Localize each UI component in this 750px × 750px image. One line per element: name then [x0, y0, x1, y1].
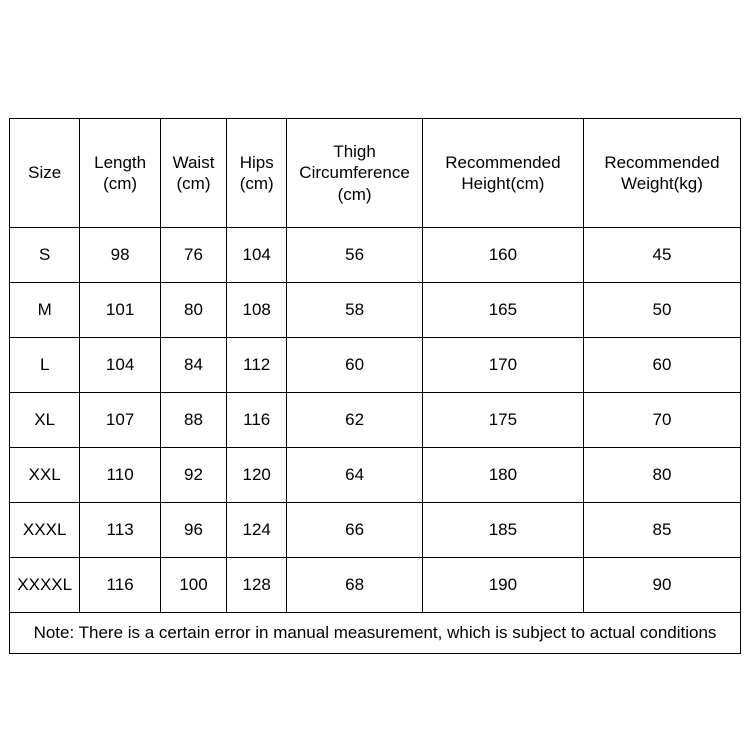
column-header-waist [160, 119, 226, 228]
size-chart-table [9, 118, 741, 654]
header-line: Hips [239, 152, 274, 172]
cell-weight: 60 [583, 338, 740, 393]
cell-size: M [10, 283, 80, 338]
table-body [10, 228, 741, 654]
header-line: Recommended [604, 152, 720, 172]
cell-thigh: 56 [287, 228, 423, 283]
cell-length: 104 [80, 338, 161, 393]
cell-thigh: 60 [287, 338, 423, 393]
header-line: Thigh [333, 142, 376, 162]
cell-size: S [10, 228, 80, 283]
table-row [10, 448, 741, 503]
cell-thigh: 58 [287, 283, 423, 338]
cell-weight: 50 [583, 283, 740, 338]
header-line: Height(cm) [461, 174, 545, 193]
column-header-thigh-circumference [287, 119, 423, 228]
cell-waist: 100 [160, 558, 226, 613]
column-header-hips [227, 119, 287, 228]
cell-height: 165 [422, 283, 583, 338]
table-header [10, 119, 741, 228]
column-header-size [10, 119, 80, 228]
cell-thigh: 66 [287, 503, 423, 558]
table-row [10, 503, 741, 558]
measurement-note: Note: There is a certain error in manual measurement, which is subject to actual conditions [10, 613, 741, 654]
cell-height: 175 [422, 393, 583, 448]
header-line: (cm) [337, 184, 372, 204]
table-row [10, 393, 741, 448]
cell-length: 113 [80, 503, 161, 558]
header-line: (cm) [239, 174, 274, 193]
cell-height: 185 [422, 503, 583, 558]
table-row [10, 283, 741, 338]
table-row [10, 338, 741, 393]
cell-hips: 108 [227, 283, 287, 338]
cell-length: 107 [80, 393, 161, 448]
cell-size: XXXXL [10, 558, 80, 613]
cell-hips: 116 [227, 393, 287, 448]
cell-height: 170 [422, 338, 583, 393]
header-line: Circumference [299, 163, 410, 183]
cell-length: 98 [80, 228, 161, 283]
cell-length: 101 [80, 283, 161, 338]
cell-weight: 80 [583, 448, 740, 503]
header-row [10, 119, 741, 228]
cell-size: XXXL [10, 503, 80, 558]
header-line: (cm) [103, 174, 138, 193]
header-line: Recommended [445, 152, 561, 172]
cell-waist: 88 [160, 393, 226, 448]
column-header-length [80, 119, 161, 228]
cell-thigh: 68 [287, 558, 423, 613]
cell-waist: 96 [160, 503, 226, 558]
note-row [10, 613, 741, 654]
cell-height: 160 [422, 228, 583, 283]
cell-waist: 80 [160, 283, 226, 338]
size-chart-container [9, 118, 741, 654]
header-line: Size [28, 163, 62, 183]
cell-weight: 70 [583, 393, 740, 448]
column-header-recommended-height [422, 119, 583, 228]
column-header-recommended-weight [583, 119, 740, 228]
header-line: Weight(kg) [621, 174, 703, 193]
cell-hips: 104 [227, 228, 287, 283]
cell-height: 180 [422, 448, 583, 503]
table-row [10, 228, 741, 283]
cell-size: XXL [10, 448, 80, 503]
cell-length: 110 [80, 448, 161, 503]
cell-length: 116 [80, 558, 161, 613]
cell-waist: 84 [160, 338, 226, 393]
cell-size: XL [10, 393, 80, 448]
cell-weight: 90 [583, 558, 740, 613]
cell-waist: 92 [160, 448, 226, 503]
cell-size: L [10, 338, 80, 393]
header-line: Length [94, 152, 147, 172]
cell-weight: 45 [583, 228, 740, 283]
cell-hips: 128 [227, 558, 287, 613]
header-line: Waist [172, 152, 215, 172]
table-row [10, 558, 741, 613]
cell-thigh: 64 [287, 448, 423, 503]
cell-hips: 120 [227, 448, 287, 503]
cell-thigh: 62 [287, 393, 423, 448]
cell-hips: 124 [227, 503, 287, 558]
cell-height: 190 [422, 558, 583, 613]
cell-weight: 85 [583, 503, 740, 558]
header-line: (cm) [176, 174, 211, 193]
cell-waist: 76 [160, 228, 226, 283]
cell-hips: 112 [227, 338, 287, 393]
